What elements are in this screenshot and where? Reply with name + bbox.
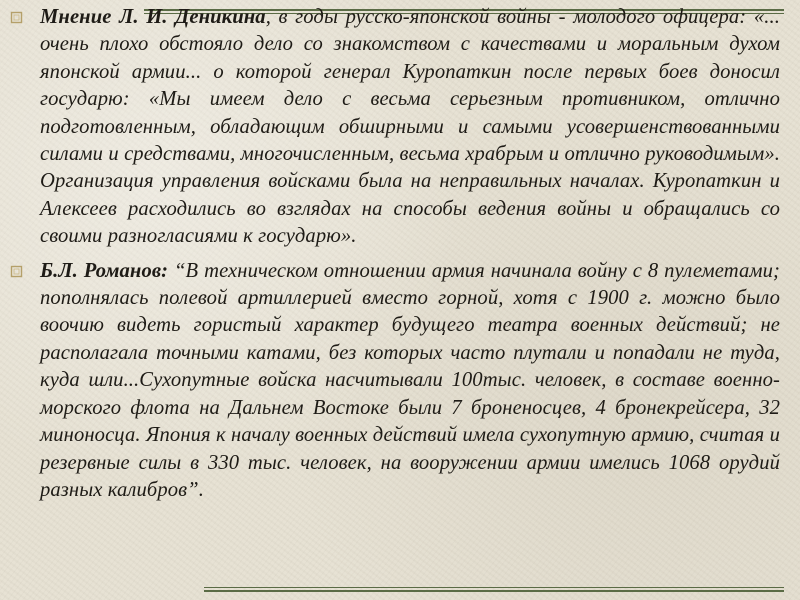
- hollow-square-bullet-icon: [10, 11, 23, 24]
- paragraph-lead: Б.Л. Романов:: [40, 259, 169, 282]
- slide-body: [8, 4, 780, 504]
- paragraph-lead: Мнение Л. И. Деникина: [40, 6, 266, 28]
- bottom-frame-line-inner: [204, 587, 784, 588]
- bottom-frame-line: [204, 590, 784, 592]
- bullet-paragraph-denikin: [8, 4, 780, 251]
- hollow-square-bullet-icon: [10, 265, 23, 278]
- paragraph-text: , в годы русско-японской войны - молодого офицера: «... очень плохо обстояло дело со знакомством с качествами и моральным духом японской армии... о которой генерал Куропаткин после первых боев доносил государю: «Мы имеем дело с весьма серьезным противником, отлично подготовленным, обладающим обширными и самыми усовершенствованными силами и средствами, многочисленным, весьма храбрым и отлично руководимым». Организация управления войсками была на неправильных началах. Куропаткин и Алексеев расходились во взглядах на способы ведения войны и обращались со своими разногласиями к государю».: [40, 6, 780, 248]
- bullet-paragraph-romanov: [8, 258, 780, 505]
- paragraph-text: “В техническом отношении армия начинала войну с 8 пулеметами; пополнялась полевой артиллерией вместо горной, хотя с 1900 г. можно было воочию видеть гористый характер будущего театра военных действий; не располагала точными катами, без которых часто плутали и попадали не туда, куда шли...Сухопутные войска насчитывали 100тыс. человек, в составе военно-морского флота на Дальнем Востоке были 7 броненосцев, 4 бронекрейсера, 32 миноносца. Япония к началу военных действий имела сухопутную армию, считая и резервные силы в 330 тыс. человек, на вооружении армии имелись 1068 орудий разных калибров”.: [40, 259, 780, 501]
